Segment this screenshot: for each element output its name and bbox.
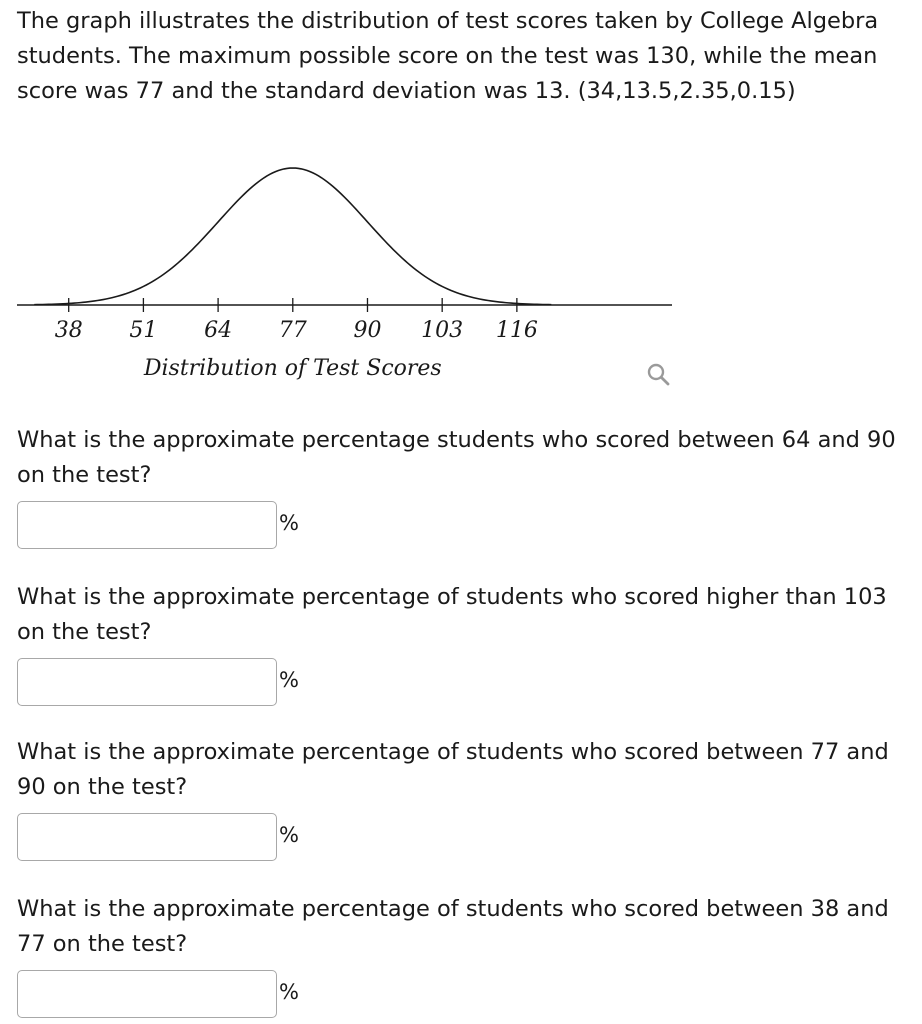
tick-label-77: 77 — [278, 318, 307, 343]
question-1 — [17, 423, 912, 549]
answer-row-3 — [17, 813, 912, 861]
answer-row-4 — [17, 970, 912, 1018]
tick-label-64: 64 — [204, 318, 233, 343]
answer-row-1 — [17, 501, 912, 549]
question-2-text: What is the approximate percentage of students who scored higher than 103 on the test? — [17, 584, 887, 645]
magnifier-icon[interactable] — [646, 362, 672, 388]
problem-statement: The graph illustrates the distribution of test scores taken by College Algebra students. The maximum possible score on the test was 130, while the mean score was 77 and the standard deviation was 13. (34,13.5,2.35,0.15) — [17, 8, 879, 104]
distribution-chart — [0, 150, 700, 400]
tick-label-116: 116 — [495, 318, 538, 343]
percent-unit-1: % — [279, 511, 299, 535]
question-3-text: What is the approximate percentage of students who scored between 77 and 90 on the test? — [17, 739, 889, 800]
answer-input-4[interactable] — [17, 970, 277, 1018]
question-3 — [17, 735, 912, 861]
question-4-text: What is the approximate percentage of students who scored between 38 and 77 on the test? — [17, 896, 889, 957]
question-2 — [17, 580, 912, 706]
answer-input-3[interactable] — [17, 813, 277, 861]
question-1-text: What is the approximate percentage students who scored between 64 and 90 on the test? — [17, 427, 896, 488]
x-axis-title: Distribution of Test Scores — [143, 356, 442, 381]
answer-input-2[interactable] — [17, 658, 277, 706]
tick-label-51: 51 — [129, 318, 158, 343]
normal-curve — [34, 168, 551, 305]
percent-unit-3: % — [279, 823, 299, 847]
normal-distribution-graph — [0, 150, 700, 400]
question-4 — [17, 892, 912, 1018]
answer-row-2 — [17, 658, 912, 706]
tick-label-103: 103 — [421, 318, 464, 343]
answer-input-1[interactable] — [17, 501, 277, 549]
percent-unit-4: % — [279, 980, 299, 1004]
tick-label-90: 90 — [353, 318, 382, 343]
percent-unit-2: % — [279, 668, 299, 692]
tick-label-38: 38 — [54, 318, 83, 343]
